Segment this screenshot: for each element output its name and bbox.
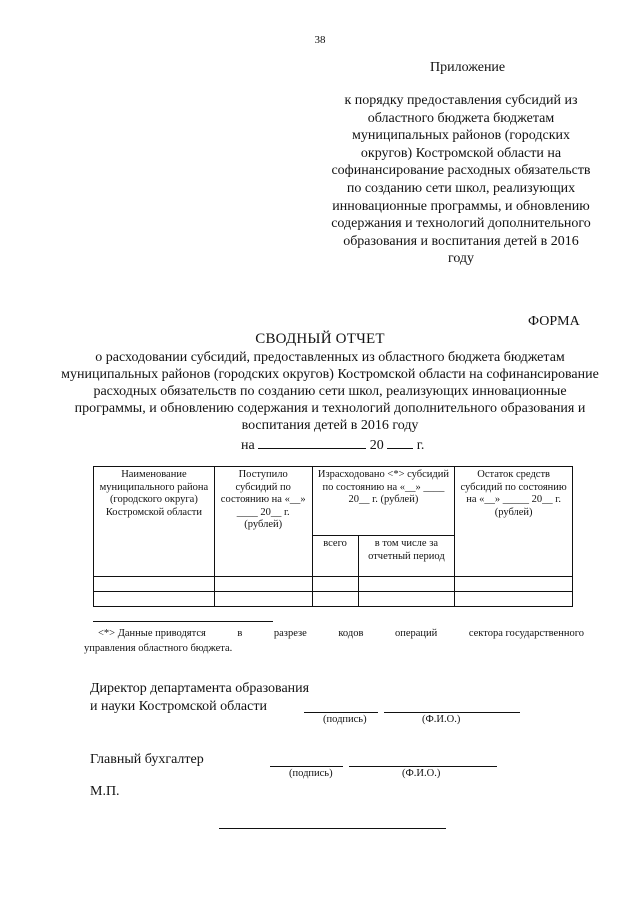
table-header-spent: Израсходовано <*> субсидий по состоянию на «__» ____ 20__ г. (рублей) xyxy=(312,467,455,536)
director-name-line xyxy=(384,712,520,713)
date-suffix: г. xyxy=(416,438,425,453)
report-title: СВОДНЫЙ ОТЧЕТ xyxy=(255,331,385,347)
director-signature-caption: (подпись) xyxy=(323,714,367,725)
director-signature-line xyxy=(304,712,378,713)
table-header-municipality: Наименование муниципального района (городского округа) Костромской области xyxy=(94,467,215,577)
form-label: ФОРМА xyxy=(528,314,580,329)
footnote-separator xyxy=(93,621,273,622)
appendix-body: к порядку предоставления субсидий из областного бюджета бюджетам муниципальных районов (городских округов) Костромской области на софинансирование расходных обязательств по созданию сети школ, реализующих инновационные программы, и обновлению содержания и технологий дополнительного образования и воспитания детей в 2016 году xyxy=(331,93,591,267)
table-row xyxy=(94,577,573,592)
footnote-line-2: управления областного бюджета. xyxy=(84,643,233,654)
date-year-blank xyxy=(387,436,413,449)
chief-signature-line xyxy=(270,766,343,767)
appendix-title: Приложение xyxy=(430,60,506,75)
table-header-spent-total: всего xyxy=(312,536,358,577)
seal-label: М.П. xyxy=(90,784,120,799)
footnote xyxy=(84,626,584,656)
date-year: 20 xyxy=(369,438,384,453)
bottom-rule xyxy=(219,828,446,829)
date-prefix: на xyxy=(241,438,255,453)
table-header-received: Поступило субсидий по состоянию на «__» ____ 20__ г. (рублей) xyxy=(214,467,312,577)
director-title: Директор департамента образования и науки Костромской области xyxy=(90,681,310,714)
chief-signature-caption: (подпись) xyxy=(289,768,333,779)
chief-accountant-title: Главный бухгалтер xyxy=(90,752,204,767)
report-date-line xyxy=(241,436,424,454)
date-day-month-blank xyxy=(258,436,366,449)
report-subtitle: о расходовании субсидий, предоставленных из областного бюджета бюджетам муниципальных районов (городских округов) Костромской области на софинансирование расходных обязательств по созданию сети школ, реализующих инновационные программы, и обновлению содержания и технологий дополнительного образования и воспитания детей в 2016 году xyxy=(61,350,599,433)
table-header-spent-period: в том числе за отчетный период xyxy=(358,536,455,577)
footnote-line-1: <*> Данные приводятся в разрезе кодов операций сектора государственного xyxy=(98,628,584,639)
table-header-remainder: Остаток средств субсидий по состоянию на «__» _____ 20__ г. (рублей) xyxy=(455,467,573,577)
chief-name-caption: (Ф.И.О.) xyxy=(402,768,441,779)
chief-name-line xyxy=(349,766,497,767)
table-row xyxy=(94,592,573,607)
report-table xyxy=(93,466,573,607)
page-number: 38 xyxy=(314,34,326,46)
director-name-caption: (Ф.И.О.) xyxy=(422,714,461,725)
